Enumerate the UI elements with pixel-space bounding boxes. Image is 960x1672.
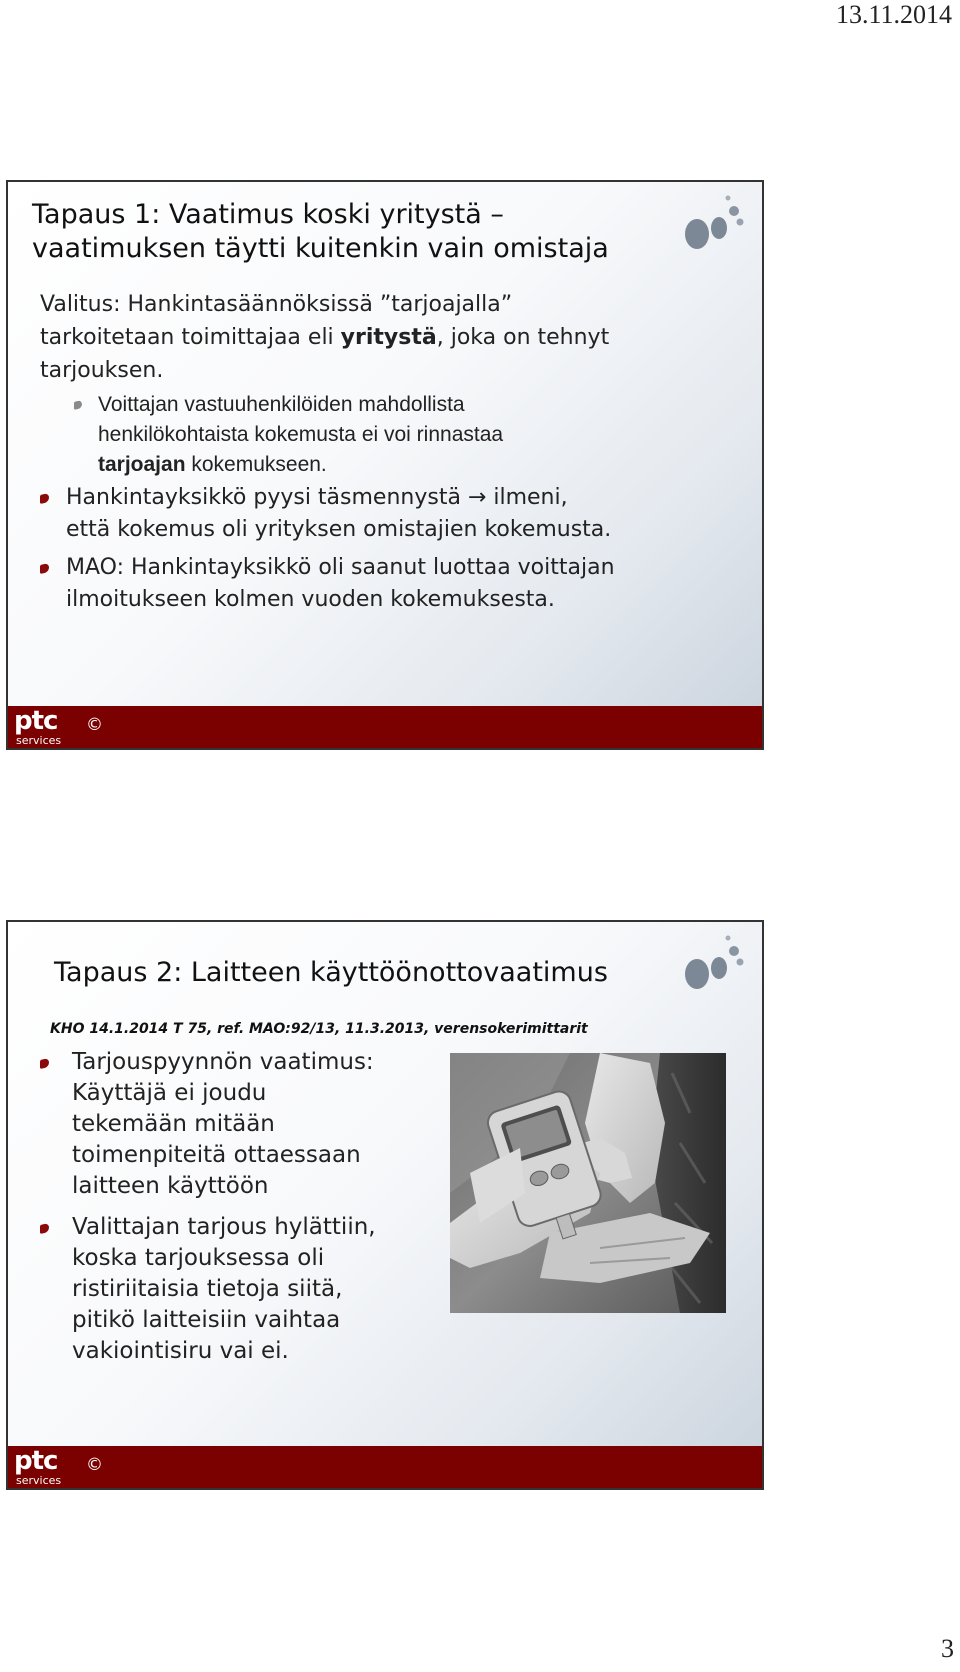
copyright-symbol: © — [86, 715, 103, 735]
slide-1-bullet-2: MAO: Hankintayksikkö oli saanut luottaa voittajan ilmoitukseen kolmen vuoden kokemuksesta. — [40, 552, 615, 616]
slide-1-footer — [8, 706, 762, 748]
slide-2-reference: KHO 14.1.2014 T 75, ref. MAO:92/13, 11.3.2013, verensokerimittarit — [50, 1021, 588, 1037]
dots-logo-icon — [684, 932, 754, 996]
page-date: 13.11.2014 — [835, 0, 952, 29]
slide-2-title: Tapaus 2: Laitteen käyttöönottovaatimus — [54, 957, 608, 988]
slide-1-sub-bullet: Voittajan vastuuhenkilöiden mahdollista henkilökohtaista kokemusta ei voi rinnastaa tarjoajan kokemukseen. — [74, 390, 503, 480]
glucose-meter-photo — [450, 1053, 726, 1313]
copyright-symbol: © — [86, 1455, 103, 1475]
slide-1 — [6, 180, 764, 750]
slide-1-title: Tapaus 1: Vaatimus koski yritystä – vaatimuksen täytti kuitenkin vain omistaja — [32, 199, 609, 264]
slide-2 — [6, 920, 764, 1490]
slide-2-bullet-1: Tarjouspyynnön vaatimus: Käyttäjä ei joudu tekemään mitään toimenpiteitä ottaessaan laitteen käyttöön — [40, 1047, 374, 1202]
slide-1-bullet-1: Hankintayksikkö pyysi täsmennystä → ilmeni, että kokemus oli yrityksen omistajien kokemusta. — [40, 482, 611, 546]
slide-2-footer — [8, 1446, 762, 1488]
slide-2-bullet-2: Valittajan tarjous hylättiin, koska tarjouksessa oli ristiriitaisia tietoja siitä, pitikö laitteisiin vaihtaa vakiointisiru vai ei. — [40, 1212, 376, 1367]
ptc-logo: ptc services — [14, 1446, 62, 1487]
ptc-logo: ptc services — [14, 706, 62, 747]
page-number: 3 — [941, 1634, 954, 1663]
dots-logo-icon — [684, 192, 754, 256]
slide-1-intro: Valitus: Hankintasäännöksissä ”tarjoajalla” tarkoitetaan toimittajaa eli yritystä, joka on tehnyt tarjouksen. — [40, 292, 610, 383]
